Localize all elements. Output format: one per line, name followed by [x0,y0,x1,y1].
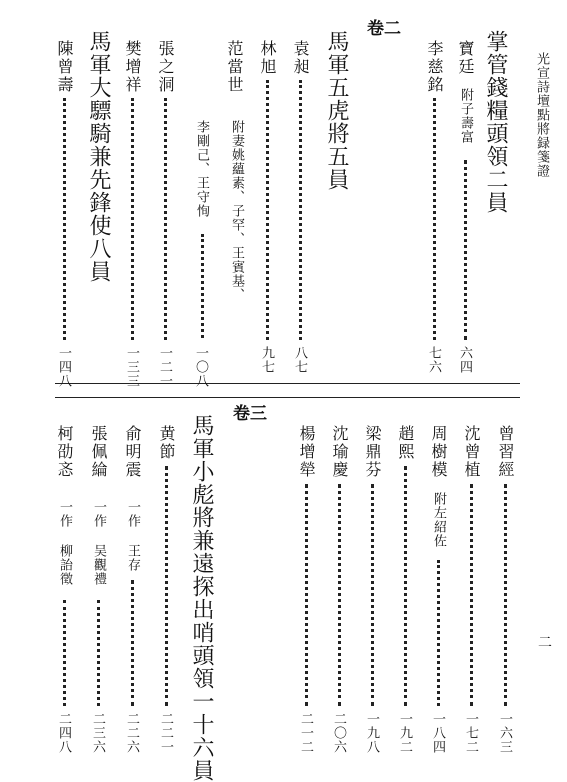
leader-dots [63,98,66,340]
entry-name: 樊增祥 [123,40,142,94]
leader-dots [63,600,66,706]
entry-name: 趙熙 [396,425,415,461]
entry-page: 八七 [292,346,307,374]
entry-name: 沈曾植 [462,425,481,479]
entry-note: 附子壽富 [458,88,473,144]
entry-name: 陳曾壽 [55,40,74,94]
leader-dots [305,484,308,706]
entry-page: 一〇八 [193,346,208,388]
entry-name: 寶廷 [456,40,475,76]
entry-page: 一六三 [497,712,512,754]
leader-dots [371,484,374,706]
entry-page: 九七 [259,346,274,374]
entry-page: 二一二 [298,712,313,754]
entry-note: 一作 柳詒徵 [57,500,72,586]
leader-dots [433,98,436,340]
entry-note: 附妻姚蘊素、子罕、王賓基、 [229,120,244,302]
leader-dots [131,580,134,706]
entry-name: 梁鼎芬 [363,425,382,479]
entry-name: 張之洞 [156,40,175,94]
entry-page: 二四八 [56,712,71,754]
entry-page: 一八四 [430,712,445,754]
leader-dots [97,600,100,706]
leader-dots [201,234,204,338]
leader-dots [131,98,134,340]
category-title: 掌管錢糧頭領二員 [483,30,508,214]
entry-page: 一二一 [157,346,172,388]
leader-dots [164,98,167,340]
entry-page: 一四八 [56,346,71,388]
entry-page: 六四 [457,346,472,374]
entry-name: 袁昶 [291,40,310,76]
entry-note: 一作 王存 [125,500,140,572]
section-heading-juan3: 卷三 [233,404,267,424]
entry-page: 七六 [426,346,441,374]
category-title: 馬軍五虎將五員 [324,30,349,191]
leader-dots [437,560,440,706]
entry-name: 沈瑜慶 [330,425,349,479]
bottom-rule [55,397,520,398]
entry-name: 黄節 [157,425,176,461]
entry-note-continued: 李剛己、王守恂 [194,120,209,218]
leader-dots [504,484,507,706]
entry-name: 張佩綸 [89,425,108,479]
entry-name: 楊增犖 [297,425,316,479]
category-title: 馬軍小彪將兼遠探出哨頭領一十六員 [189,414,214,782]
entry-page: 一九八 [364,712,379,754]
category-title: 馬軍大驃騎兼先鋒使八員 [86,30,111,283]
entry-name: 周樹模 [429,425,448,479]
leader-dots [464,160,467,340]
entry-name: 柯劭忞 [55,425,74,479]
running-title: 光宣詩壇點將録箋證 [534,52,549,178]
leader-dots [165,466,168,706]
entry-name: 李慈銘 [425,40,444,94]
page-number: 二 [538,635,552,651]
entry-page: 二〇六 [331,712,346,754]
entry-page: 一三三 [124,346,139,388]
entry-name: 俞明震 [123,425,142,479]
section-heading-juan2: 卷二 [367,19,401,39]
entry-note: 附左紹佐 [431,492,446,548]
entry-page: 二二六 [124,712,139,754]
entry-name: 林旭 [258,40,277,76]
entry-page: 一九二 [397,712,412,754]
entry-page: 二三六 [90,712,105,754]
leader-dots [470,484,473,706]
entry-note: 一作 吴觀禮 [91,500,106,586]
entry-page: 一七二 [463,712,478,754]
leader-dots [404,466,407,706]
entry-name: 范當世 [225,40,244,94]
leader-dots [338,484,341,706]
leader-dots [299,80,302,340]
entry-name: 曾習經 [496,425,515,479]
entry-page: 二二一 [158,712,173,754]
leader-dots [266,80,269,340]
